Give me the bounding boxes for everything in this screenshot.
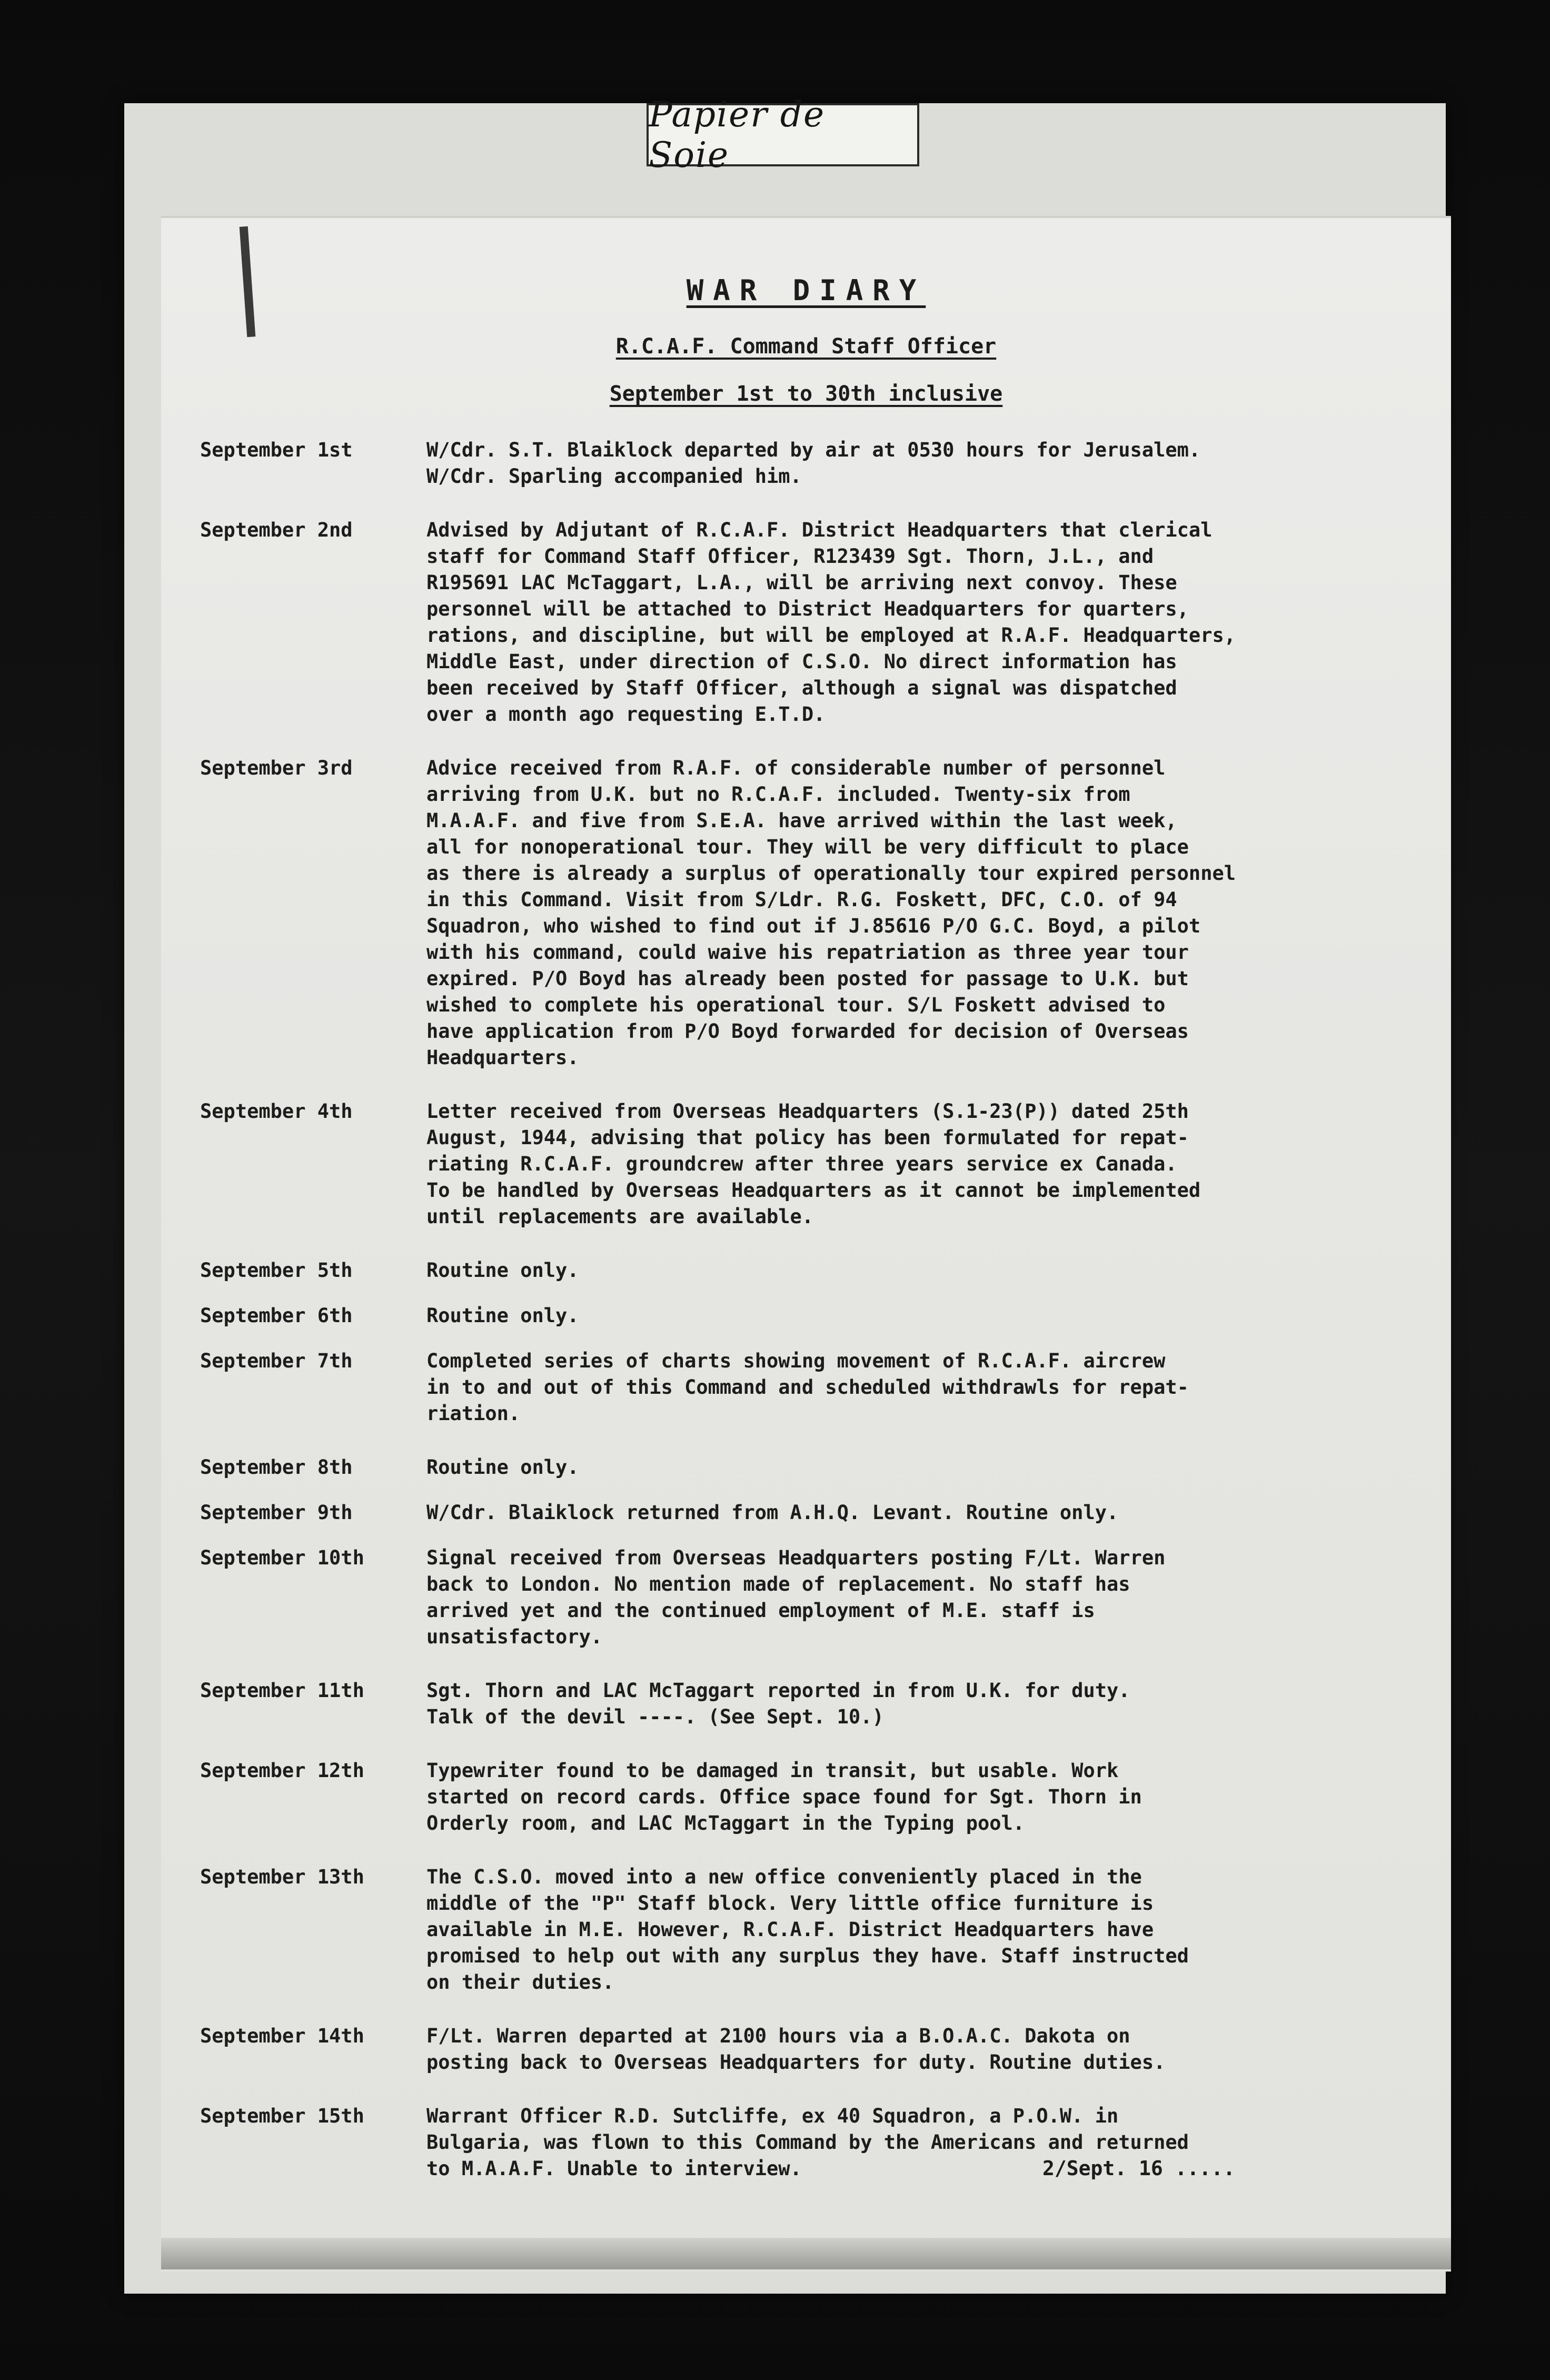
entry-text: F/Lt. Warren departed at 2100 hours via a B.O.A.C. Dakota on posting back to Overseas Headquarters for duty. Routine duties. xyxy=(426,2025,1166,2074)
entry-date: September 2nd xyxy=(200,519,353,541)
diary-entry xyxy=(200,1758,1358,1837)
entry-text: Routine only. xyxy=(426,1259,579,1282)
diary-entry xyxy=(200,755,1358,1071)
diary-entry xyxy=(200,1678,1358,1730)
diary-entry xyxy=(200,1500,1358,1526)
entry-text: W/Cdr. Blaiklock returned from A.H.Q. Levant. Routine only. xyxy=(426,1501,1119,1524)
entry-date: September 12th xyxy=(200,1759,364,1782)
diary-entry xyxy=(200,1303,1358,1329)
entry-date: September 5th xyxy=(200,1259,353,1282)
diary-entry xyxy=(200,2023,1358,2076)
diary-entry xyxy=(200,1098,1358,1230)
entry-text: Signal received from Overseas Headquarters posting F/Lt. Warren back to London. No mention made of replacement. No staff has arrived yet and the continued employment of M.E. staff is unsatisfactory. xyxy=(426,1546,1166,1648)
page-subtitle: R.C.A.F. Command Staff Officer xyxy=(615,334,997,359)
entry-date: September 15th xyxy=(200,2105,364,2127)
entry-text: Completed series of charts showing movement of R.C.A.F. aircrew in to and out of this Command and scheduled withdrawls for repat- riation. xyxy=(426,1350,1189,1425)
entry-date: September 8th xyxy=(200,1456,353,1479)
entry-text: The C.S.O. moved into a new office conveniently placed in the middle of the "P" Staff block. Very little office furniture is available in M.E. However, R.C.A.F. District Headquarters have promised to help out with any surplus they have. Staff instructed on their duties. xyxy=(426,1866,1189,1994)
entry-text: Warrant Officer R.D. Sutcliffe, ex 40 Squadron, a P.O.W. in Bulgaria, was flown to this Command by the Americans and returned to M.A.A.F. Unable to interview. xyxy=(426,2105,1189,2180)
diary-entry xyxy=(200,1454,1358,1481)
entry-date: September 4th xyxy=(200,1100,353,1123)
entry-date: September 3rd xyxy=(200,757,353,779)
entry-date: September 7th xyxy=(200,1350,353,1372)
entry-date: September 1st xyxy=(200,439,353,461)
entry-text: Routine only. xyxy=(426,1304,579,1327)
entry-text: Sgt. Thorn and LAC McTaggart reported in from U.K. for duty. Talk of the devil ----. (See Sept. 10.) xyxy=(426,1679,1130,1728)
diary-header xyxy=(161,274,1451,406)
entry-text: Letter received from Overseas Headquarters (S.1-23(P)) dated 25th August, 1944, advising that policy has been formulated for repat- riating R.C.A.F. groundcrew after three years service ex Canada. To be handled by Overseas Headquarters as it cannot be implemented until replacements are available. xyxy=(426,1100,1201,1228)
diary-entry xyxy=(200,1545,1358,1650)
entry-text: Advice received from R.A.F. of considerable number of personnel arriving from U.K. but no R.C.A.F. included. Twenty-six from M.A.A.F. and five from S.E.A. have arrived within the last week, all for nonoperational tour. They will be very difficult to place as there is already a surplus of operationally tour expired personnel in this Command. Visit from S/Ldr. R.G. Foskett, DFC, C.O. of 94 Squadron, who wished to find out if J.85616 P/O G.C. Boyd, a pilot with his command, could waive his repatriation as three year tour expired. P/O Boyd has already been posted for passage to U.K. but wished to complete his operational tour. S/L Foskett advised to have application from P/O Boyd forwarded for decision of Overseas Headquarters. xyxy=(426,757,1236,1069)
page-title: WAR DIARY xyxy=(686,274,926,307)
diary-entry xyxy=(200,1348,1358,1427)
entry-date: September 14th xyxy=(200,2025,364,2047)
entry-text: Advised by Adjutant of R.C.A.F. District Headquarters that clerical staff for Command Staff Officer, R123439 Sgt. Thorn, J.L., and R195691 LAC McTaggart, L.A., will be arriving next convoy. These personnel will be attached to District Headquarters for quarters, rations, and discipline, but will be employed at R.A.F. Headquarters, Middle East, under direction of C.S.O. No direct information has been received by Staff Officer, although a signal was dispatched over a month ago requesting E.T.D. xyxy=(426,519,1236,726)
handwritten-label: Papier de Soie xyxy=(647,103,919,166)
diary-entry xyxy=(200,517,1358,728)
continuation-note: 2/Sept. 16 ..... xyxy=(1042,2157,1236,2180)
entry-text: Routine only. xyxy=(426,1456,579,1479)
diary-entry xyxy=(200,1864,1358,1996)
diary-entry xyxy=(200,1257,1358,1284)
entry-date: September 13th xyxy=(200,1866,364,1888)
page-bottom-edge xyxy=(161,2238,1451,2269)
entry-date: September 10th xyxy=(200,1546,364,1569)
diary-entries xyxy=(200,437,1358,2209)
entry-date: September 9th xyxy=(200,1501,353,1524)
diary-period: September 1st to 30th inclusive xyxy=(609,382,1003,406)
entry-text: Typewriter found to be damaged in transit, but usable. Work started on record cards. Office space found for Sgt. Thorn in Orderly room, and LAC McTaggart in the Typing pool. xyxy=(426,1759,1142,1834)
entry-date: September 11th xyxy=(200,1679,364,1702)
entry-date: September 6th xyxy=(200,1304,353,1327)
entry-text: W/Cdr. S.T. Blaiklock departed by air at 0530 hours for Jerusalem. W/Cdr. Sparling accompanied him. xyxy=(426,439,1201,488)
diary-entry xyxy=(200,437,1358,490)
